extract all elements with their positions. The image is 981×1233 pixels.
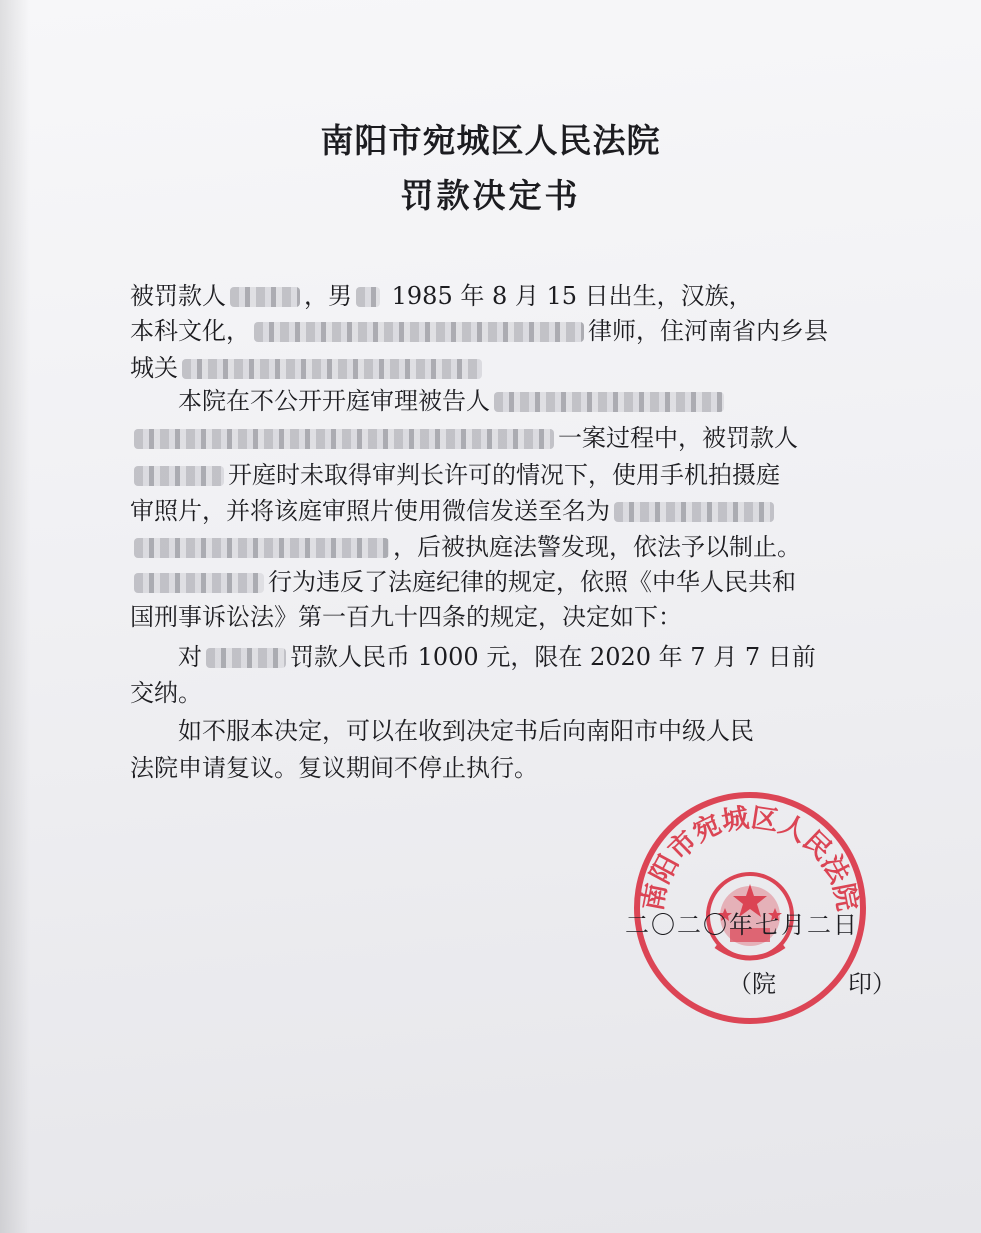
body-text: 如不服本决定，可以在收到决定书后向南阳市中级人民 [130, 717, 754, 745]
body-text: 一案过程中，被罚款人 [558, 424, 798, 452]
body-line [130, 418, 880, 458]
redacted-text [206, 648, 286, 668]
body-text: 被罚款人 [130, 282, 226, 310]
body-line [130, 276, 880, 316]
body-text: 城关 [130, 354, 178, 382]
body-line [130, 381, 880, 421]
court-name-title: 南阳市宛城区人民法院 [320, 121, 661, 160]
body-text: ，后被执庭法警发现，依法予以制止。 [393, 533, 801, 561]
document-title: 罚款决定书 [400, 176, 581, 215]
redacted-text [134, 573, 264, 593]
redacted-text [494, 392, 724, 412]
court-signature: （院 印） [728, 970, 896, 998]
body-text: 对 [130, 643, 202, 671]
issue-date: 二〇二〇年七月二日 [625, 911, 859, 939]
body-text: 开庭时未取得审判长许可的情况下，使用手机拍摄庭 [228, 461, 780, 489]
body-line [130, 491, 880, 531]
body-text: 审照片，并将该庭审照片使用微信发送至名为 [130, 497, 610, 525]
body-text: 本院在不公开开庭审理被告人 [130, 387, 490, 415]
redacted-text [230, 287, 300, 307]
redacted-text [134, 466, 224, 486]
body-line [130, 711, 880, 751]
body-line [130, 597, 880, 637]
body-line [130, 748, 880, 788]
seal-text: 南阳市宛城区人民法院 [637, 802, 863, 914]
body-line [130, 311, 880, 351]
body-text: 本科文化， [130, 317, 250, 345]
body-line [130, 562, 880, 602]
body-text: 法院申请复议。复议期间不停止执行。 [130, 754, 538, 782]
body-text: 交纳。 [130, 679, 202, 707]
redacted-text [134, 538, 389, 558]
body-text: ，男 [304, 282, 352, 310]
body-text: 罚款人民币 1000 元，限在 2020 年 7 月 7 日前 [290, 643, 816, 671]
body-line [130, 455, 880, 495]
body-line [130, 527, 880, 567]
body-text: 律师，住河南省内乡县 [588, 317, 828, 345]
body-text: 国刑事诉讼法》第一百九十四条的规定，决定如下： [130, 603, 682, 631]
body-text: 1985 年 8 月 15 日出生，汉族， [384, 282, 753, 310]
body-line [130, 673, 880, 713]
body-text: 行为违反了法庭纪律的规定，依照《中华人民共和 [268, 568, 796, 596]
redacted-text [614, 502, 774, 522]
body-line [130, 637, 880, 677]
redacted-text [356, 287, 380, 307]
redacted-text [254, 322, 584, 342]
redacted-text [182, 359, 482, 379]
redacted-text [134, 429, 554, 449]
